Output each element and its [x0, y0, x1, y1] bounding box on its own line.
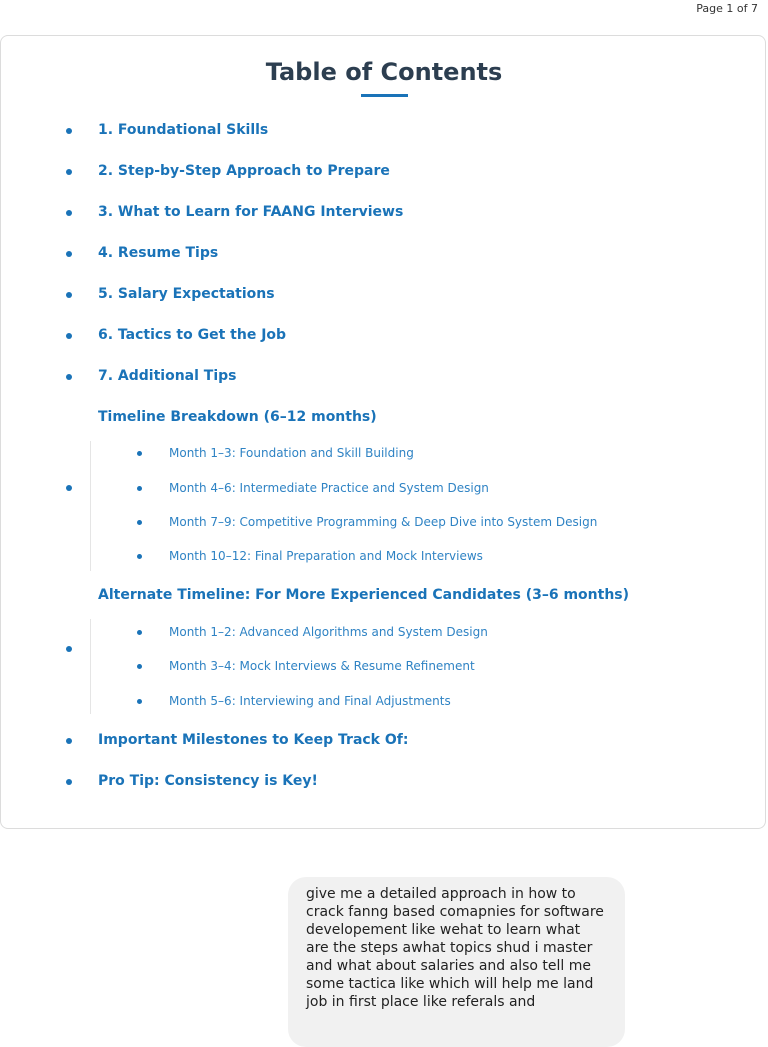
toc-item-foundational-skills[interactable]: 1. Foundational Skills	[98, 122, 269, 138]
title-underline	[361, 94, 408, 97]
toc-item-tactics[interactable]: 6. Tactics to Get the Job	[98, 327, 287, 343]
bullet-icon	[137, 554, 142, 559]
bullet-icon	[66, 738, 72, 744]
bullet-icon	[66, 646, 72, 652]
bullet-icon	[66, 251, 72, 257]
bullet-icon	[66, 210, 72, 216]
bullet-icon	[137, 699, 142, 704]
toc-item-additional-tips[interactable]: 7. Additional Tips	[98, 368, 237, 384]
bullet-icon	[66, 779, 72, 785]
sub-item-month-1-2[interactable]: Month 1–2: Advanced Algorithms and System Design	[169, 625, 488, 639]
bullet-icon	[137, 520, 142, 525]
user-message-text: give me a detailed approach in how to crack fanng based comapnies for software developement like wehat to learn what are the steps awhat topics shud i master and what about salaries and also tell me some tactica like which will help me land job in first place like referals and	[306, 886, 604, 1010]
sub-item-month-1-3[interactable]: Month 1–3: Foundation and Skill Building	[169, 446, 414, 460]
sub-item-month-7-9[interactable]: Month 7–9: Competitive Programming & Deep Dive into System Design	[169, 515, 598, 529]
bullet-icon	[137, 486, 142, 491]
bullet-icon	[66, 292, 72, 298]
sub-list-bar	[90, 619, 91, 714]
bullet-icon	[66, 333, 72, 339]
toc-item-step-by-step[interactable]: 2. Step-by-Step Approach to Prepare	[98, 163, 390, 179]
table-of-contents	[0, 35, 766, 829]
bullet-icon	[137, 630, 142, 635]
sub-item-month-3-4[interactable]: Month 3–4: Mock Interviews & Resume Refinement	[169, 659, 475, 673]
toc-title: Table of Contents	[265, 58, 503, 86]
sub-item-month-5-6[interactable]: Month 5–6: Interviewing and Final Adjustments	[169, 694, 451, 708]
user-message-bubble	[288, 877, 625, 1047]
toc-item-what-to-learn[interactable]: 3. What to Learn for FAANG Interviews	[98, 204, 404, 220]
bullet-icon	[66, 128, 72, 134]
toc-item-alternate-timeline[interactable]: Alternate Timeline: For More Experienced Candidates (3–6 months)	[98, 587, 630, 603]
sub-list-bar	[90, 441, 91, 571]
bullet-icon	[66, 485, 72, 491]
bullet-icon	[137, 664, 142, 669]
toc-item-salary-expectations[interactable]: 5. Salary Expectations	[98, 286, 275, 302]
page-indicator: Page 1 of 7	[696, 2, 758, 15]
bullet-icon	[66, 374, 72, 380]
toc-item-milestones[interactable]: Important Milestones to Keep Track Of:	[98, 732, 409, 748]
bullet-icon	[66, 169, 72, 175]
toc-item-resume-tips[interactable]: 4. Resume Tips	[98, 245, 219, 261]
bullet-icon	[137, 451, 142, 456]
sub-item-month-10-12[interactable]: Month 10–12: Final Preparation and Mock Interviews	[169, 549, 483, 563]
toc-item-pro-tip[interactable]: Pro Tip: Consistency is Key!	[98, 773, 318, 789]
toc-item-timeline-breakdown[interactable]: Timeline Breakdown (6–12 months)	[98, 409, 377, 425]
sub-item-month-4-6[interactable]: Month 4–6: Intermediate Practice and System Design	[169, 481, 489, 495]
